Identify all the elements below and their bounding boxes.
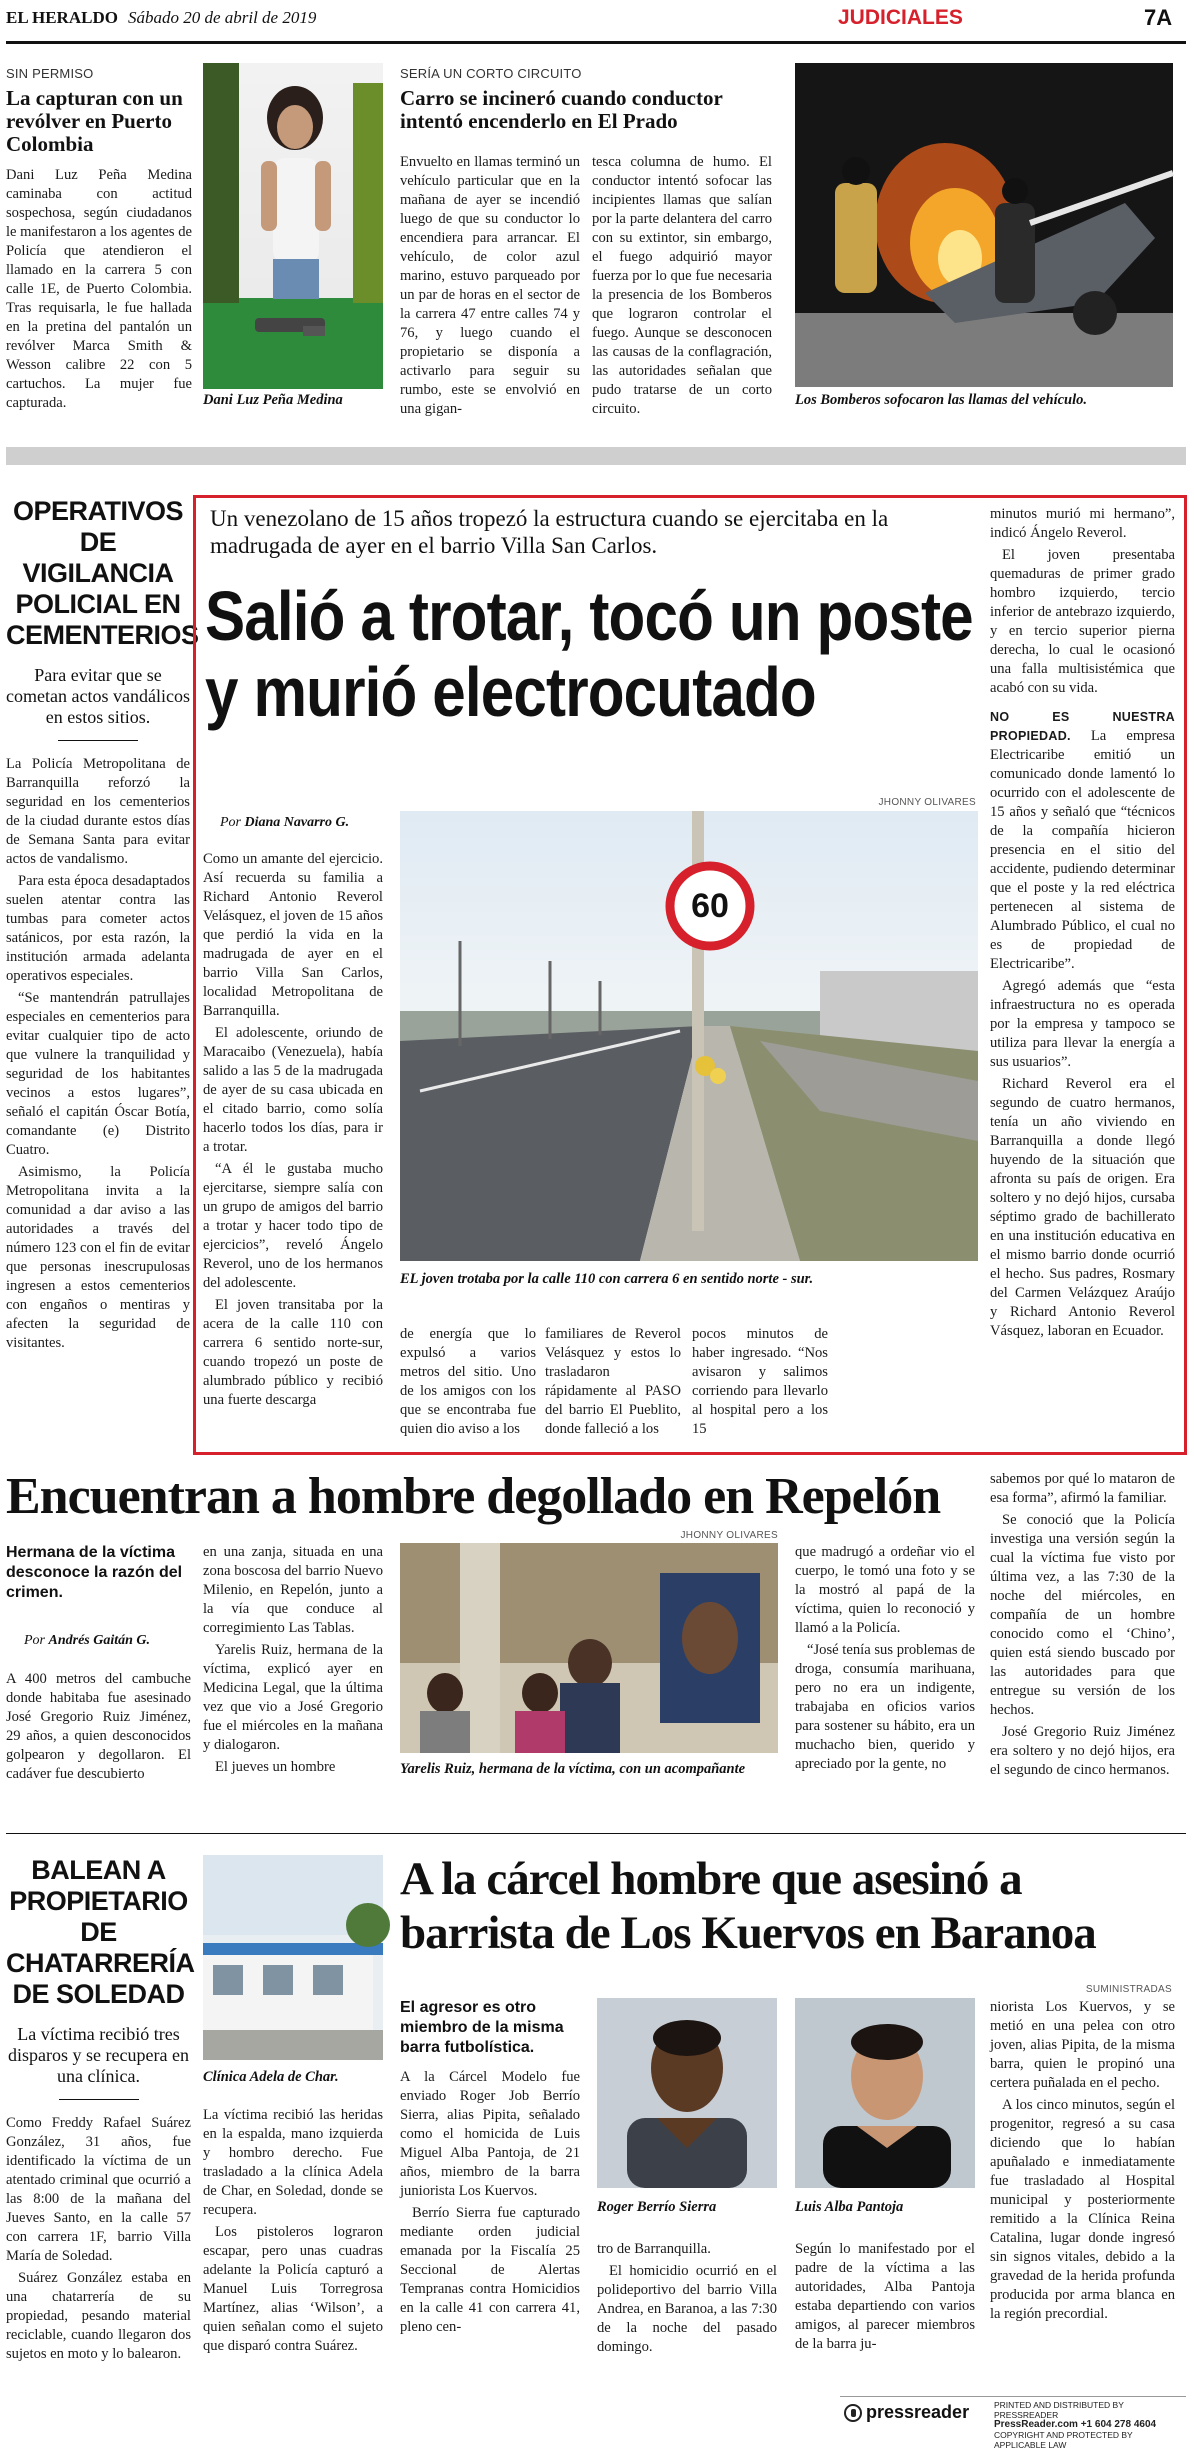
story5-col-4 (990, 1998, 1175, 2327)
paragraph: de energía que lo expulsó a varios metros del sitio. Uno de los amigos con los que se encontraba fue quien dio aviso a los (400, 1326, 536, 1437)
paragraph: “José tenía sus problemas de droga, consumía marihuana, pero no era un indigente, trabajaba en oficios varios para sostener su hábito, era un muchacho bien, querido y apreciado por la gente, no (795, 1642, 975, 1772)
story4-deck: La víctima recibió tres disparos y se recupera en una clínica. (8, 2024, 189, 2086)
paragraph: Los pistoleros lograron escapar, pero unas cuadras adelante la Policía capturó a Manuel Luis Torregrosa Martínez, alias ‘Wilson’, a quien señalan como el sujeto que disparó contra Suárez. (203, 2224, 383, 2354)
photo-clinic (203, 1855, 383, 2060)
story3-col-4 (795, 1543, 975, 1777)
headline-line-1: Salió a trotar, tocó un poste (205, 577, 973, 655)
paragraph: minutos murió mi hermano”, indicó Ángelo Reverol. (990, 506, 1175, 541)
main-col-3 (545, 1325, 681, 1442)
pressreader-footer (840, 2396, 1186, 2450)
paragraph: A 400 metros del cambuche donde habitaba fue asesinado José Gregorio Ruiz Jiménez, 29 años, a quien desconocidos golpearon y degollaron. El cadáver fue descubierto (6, 1671, 191, 1782)
paragraph: “A él le gustaba mucho ejercitarse, siempre salía con un grupo de amigos del barrio a trotar y hacer todo tipo de ejercicios”, reveló Ángelo Reverol, uno de los hermanos del adolescente. (203, 1161, 383, 1291)
main-caption: EL joven trotaba por la calle 110 con carrera 6 en sentido norte - sur. (400, 1271, 814, 1287)
sidebar-rule (58, 740, 138, 741)
byline-author: Diana Navarro G. (244, 815, 350, 830)
story3-headline: Encuentran a hombre degollado en Repelón (6, 1468, 941, 1525)
paragraph-text: La empresa Electricaribe emitió un comunicado donde lamentó lo ocurrido con el adolescente de 15 años y señaló que “técnicos de la compañía hicieron presencia en el sitio del accidente, pudiendo determinar que el poste y la red eléctrica pertenecen al sistema de Alumbrado Público, el cual no es de propiedad de Electricaribe”. (990, 728, 1175, 972)
body-col-1 (400, 153, 580, 422)
story4-col-2 (203, 2106, 383, 2359)
photo-family (400, 1543, 778, 1753)
section-name: JUDICIALES (838, 6, 963, 29)
sidebar-cemeteries (6, 496, 199, 1356)
photo-credit: JHONNY OLIVARES (878, 797, 976, 808)
byline-prefix: Por (220, 815, 241, 830)
paragraph: sabemos por qué lo mataron de esa forma”, afirmó la familiar. (990, 1471, 1175, 1506)
story5-deck: El agresor es otro miembro de la misma barra futbolística. (400, 1999, 564, 2056)
info-line-3: COPYRIGHT AND PROTECTED BY APPLICABLE LAW (994, 2430, 1133, 2450)
paragraph: Envuelto en llamas terminó un vehículo particular que en la mañana de ayer se incendió luego de que su conductor lo encendiera para arrancar. El vehículo, de color azul marino, estuvo parqueado por un par de horas en el sector de la carrera 47 entre calles 74 y 76, y luego cuando el propietario se disponía a activarlo para seguir su rumbo, este se envolvió en una gigan- (400, 154, 580, 417)
paragraph: que madrugó a ordeñar vio el cuerpo, le tomó una foto y se la mostró al papá de la víctima, quien lo reconoció y llamó a la Policía. (795, 1544, 975, 1636)
info-line-2: PressReader.com +1 604 278 4604 (994, 2419, 1157, 2430)
page-number: 7A (1144, 5, 1173, 30)
paragraph: niorista Los Kuervos, y se metió en una pelea con otro joven, alias Pipita, de la misma barra, quien le propinó una certera puñalada en el pecho. (990, 1999, 1175, 2091)
main-deck: Un venezolano de 15 años tropezó la estructura cuando se ejercitaba en la madrugada de ayer en el barrio Villa San Carlos. (210, 506, 889, 558)
photo-woman (203, 63, 383, 389)
paragraph: Yarelis Ruiz, hermana de la víctima, explicó ayer en Medicina Legal, que la última vez que vio a José Gregorio fue el miércoles en la mañana y dialogaron. (203, 1642, 383, 1753)
paragraph: Como Freddy Rafael Suárez González, 31 años, fue identificado la víctima de un atentado criminal que ocurrió a las 8:00 de la mañana del Jueves Santo, en la calle 57 con carrera 1F, barrio Villa María de Soledad. (6, 2115, 191, 2264)
pressreader-logo (844, 2402, 969, 2423)
paragraph: A la Cárcel Modelo fue enviado Roger Job Berrío Sierra, alias Pipita, señalado como el homicida de Luis Miguel Alba Pantoja, de 21 años, miembro de la barra juniorista Los Kuervos. (400, 2069, 580, 2199)
story5-col-1 (400, 2068, 580, 2340)
paragraph: en una zanja, situada en una zona boscosa del barrio Nuevo Milenio, en Repelón, junto a la vía que conduce al corregimiento Las Tablas. (203, 1544, 383, 1636)
divider-band (6, 447, 1186, 465)
story3-caption: Yarelis Ruiz, hermana de la víctima, con un acompañante (400, 1761, 746, 1777)
header-rule (6, 41, 1186, 44)
headline: La capturan con un revólver en Puerto Colombia (6, 86, 183, 156)
photo-firefighters (795, 63, 1173, 387)
story3-col-2 (203, 1543, 383, 1780)
sidebar-deck: Para evitar que se cometan actos vandálicos en estos sitios. (6, 665, 190, 727)
masthead (6, 5, 1186, 38)
photo-luis (795, 1998, 975, 2188)
story3-col-1 (6, 1670, 191, 1787)
main-col-4 (692, 1325, 828, 1442)
photo-credit: JHONNY OLIVARES (680, 1530, 778, 1541)
paragraph: Berrío Sierra fue capturado mediante orden judicial emanada por la Fiscalía 25 Seccional de Alertas Tempranas contra Homicidios en la calle 41 con carrera 41, pleno cen- (400, 2205, 580, 2335)
paragraph: Como un amante del ejercicio. Así recuerda su familia a Richard Antonio Reverol Velásquez, el joven de 15 años que perdió la vida en la madrugada de ayer en el barrio Villa San Carlos, localidad Metropolitana de Barranquilla. (203, 851, 383, 1019)
speed-sign-value: 60 (691, 887, 729, 925)
kicker: SIN PERMISO (6, 66, 94, 81)
paragraph: Agregó además que “esta infraestructura no es operada por la empresa y tampoco se utiliza para llevar la energía a sus usuarios”. (990, 978, 1175, 1070)
headline-line-2: barrista de Los Kuervos en Baranoa (400, 1907, 1096, 1959)
subhead: NO ES NUESTRA PROPIEDAD. (990, 710, 1175, 743)
paragraph: El adolescente, oriundo de Maracaibo (Venezuela), había salido a las 5 de la madrugada de ayer de su casa ubicada en el citado barrio, como solía hacerlo todos los días, para ir a trotar. (203, 1025, 383, 1155)
paragraph-with-subhead (990, 708, 1175, 974)
story-car-fire (400, 66, 772, 133)
paragraph: “Se mantendrán patrullajes especiales en cementerios para evitar cualquier tipo de acto que vulnere la tranquilidad y seguridad de los habitantes vecinos a estos lugares”, señaló el capitán Óscar Botía, comandante (e) Distrito Cuatro. (6, 990, 190, 1158)
paragraph: El homicidio ocurrió en el polideportivo del barrio Villa Andrea, en Baranoa, a las 7:30 de la noche del pasado domingo. (597, 2263, 777, 2355)
story4-headline: BALEAN A PROPIETARIO DE CHATARRERÍA DE SOLEDAD (6, 1855, 195, 2009)
paragraph: pocos minutos de haber ingresado. “Nos avisaron y salimos corriendo para llevarlo al hospital pero a los 15 (692, 1326, 828, 1437)
byline-prefix: Por (24, 1633, 45, 1648)
main-col-1 (203, 850, 383, 1413)
byline-author: Andrés Gaitán G. (48, 1633, 151, 1648)
paragraph: Se conoció que la Policía investiga una versión según la cual la víctima fue visto por última vez, a las 7:30 de la noche del miércoles, en compañía de un hombre conocido como el ‘Chino’, quien está siendo buscado por las autoridades para que entregue su versión de los hechos. (990, 1512, 1175, 1718)
section-rule (6, 1833, 1186, 1834)
caption: Dani Luz Peña Medina (203, 392, 343, 408)
story5-col-3 (795, 2240, 975, 2357)
paragraph: La víctima recibió las heridas en la espalda, mano izquierda y hombro derecho. Fue trasladado a la clínica Adela de Char, en Soledad, donde se recupera. (203, 2107, 383, 2218)
paper-name: EL HERALDO (6, 8, 118, 27)
sidebar-scrapyard (6, 1855, 195, 2367)
paragraph: La Policía Metropolitana de Barranquilla reforzó la seguridad en los cementerios de la ciudad durante estos días de Semana Santa para evitar actos de vandalismo. (6, 756, 190, 867)
body-col-2 (592, 153, 772, 422)
paragraph: El joven transitaba por la acera de la calle 110 con carrera 6 sentido norte-sur, cuando tropezó un poste de alumbrado público y recibió una fuerte descarga (203, 1297, 383, 1408)
pressreader-icon (844, 2404, 862, 2422)
paragraph: Asimismo, la Policía Metropolitana invita a la comunidad a dar aviso a las autoridades a través del número 123 con el fin de evitar que personas inescrupulosas ingresen a estos cementerios con engaños o mentiras y afecten la seguridad de visitantes. (6, 1164, 190, 1351)
headline: Carro se incineró cuando conductor intentó encenderlo en El Prado (400, 86, 723, 133)
sidebar-body (6, 755, 190, 1353)
paragraph: Richard Reverol era el segundo de cuatro hermanos, tenía un año viviendo en Barranquilla a donde llegó huyendo de la situación que afronta su país de origen. Era soltero y no dejó hijos, cursaba séptimo grado de bachillerato en una institución educativa en el mismo barrio donde ocurrió el hecho. Sus padres, Rosmary del Carmen Velázquez Araújo y Richard Antonio Reverol Vásquez, laboran en Ecuador. (990, 1076, 1175, 1339)
paragraph: familiares de Reverol Velásquez y estos lo trasladaron rápidamente al PASO del barrio El Pueblito, donde falleció a los (545, 1326, 681, 1437)
story5-headline (400, 1852, 1190, 1960)
story5-caption-2: Luis Alba Pantoja (795, 2199, 904, 2215)
photo-roger (597, 1998, 777, 2188)
pressreader-brand: pressreader (866, 2402, 970, 2422)
paragraph: Para esta época desadaptados suelen atentar contra las tumbas para cometer actos satánicos, por esta razón, la institución armada adelanta operativos especiales. (6, 873, 190, 984)
story-capture (6, 66, 192, 416)
main-col-2 (400, 1325, 536, 1442)
paragraph: tro de Barranquilla. (597, 2241, 711, 2257)
main-right-col (990, 505, 1175, 1344)
main-byline (220, 815, 349, 831)
issue-date: Sábado 20 de abril de 2019 (127, 8, 317, 27)
caption: Los Bomberos sofocaron las llamas del vehículo. (795, 392, 1088, 408)
story4-col-1 (6, 2114, 191, 2364)
story5-caption-1: Roger Berrío Sierra (597, 2199, 717, 2215)
story3-deck: Hermana de la víctima desconoce la razón del crimen. (6, 1544, 183, 1601)
paragraph: El jueves un hombre (215, 1759, 336, 1775)
paragraph: Suárez González estaba en una chatarrería de su propiedad, pesando material reciclable, cuando llegaron dos sujetos en moto y lo balearon. (6, 2270, 191, 2362)
paragraph: José Gregorio Ruiz Jiménez era soltero y no dejó hijos, era el segundo de cinco hermanos. (990, 1724, 1175, 1778)
pressreader-info (994, 2400, 1186, 2450)
paragraph: Dani Luz Peña Medina caminaba con actitud sospechosa, según ciudadanos le manifestaron a los agentes de Policía que atendieron el llamado en la carrera 5 con calle 1E, de Puerto Colombia. Tras requisarla, le fue hallada en la pretina del pantalón un revólver Marca Smith & Wesson calibre 22 con 5 cartuchos. La mujer fue capturada. (6, 167, 192, 411)
kicker: SERÍA UN CORTO CIRCUITO (400, 66, 582, 81)
story5-col-2 (597, 2240, 777, 2360)
main-headline (205, 577, 973, 731)
headline-line-2: y murió electrocutado (205, 653, 816, 731)
story4-rule (59, 2099, 139, 2100)
paragraph: A los cinco minutos, según el progenitor, regresó a su casa diciendo que lo habían apuñalado e inmediatamente fue trasladado al Hospital municipal y posteriormente remitido a la Clínica Reina Catalina, lugar donde ingresó sin signos vitales, debido a la gravedad de la herida profunda producida por arma blanca en la región precordial. (990, 2097, 1175, 2322)
sidebar-headline: OPERATIVOS DE VIGILANCIA POLICIAL EN CEMENTERIOS (6, 496, 199, 650)
paragraph: tesca columna de humo. El conductor intentó sofocar las incipientes llamas que salían por la parte delantera del carro con su extintor, sin embargo, el fuego adquirió mayor fuerza por lo que fue necesaria la presencia de los Bomberos que lograron controlar el fuego. Aunque se desconocen las causas de la conflagración, las autoridades señalan que pudo tratarse de un corto circuito. (592, 154, 772, 417)
paragraph: Según lo manifestado por el padre de la víctima a las autoridades, Alba Pantoja estaba departiendo con varios amigos, al parecer miembros de la barra ju- (795, 2241, 975, 2352)
photo-street-pole (400, 811, 978, 1261)
story3-col-5 (990, 1470, 1175, 1783)
headline-line-1: A la cárcel hombre que asesinó a (400, 1853, 1022, 1905)
body (6, 166, 192, 413)
photo-credit: SUMINISTRADAS (1085, 1984, 1172, 1995)
story3-byline (24, 1633, 150, 1649)
info-line-1: PRINTED AND DISTRIBUTED BY PRESSREADER (994, 2400, 1124, 2420)
paragraph: El joven presentaba quemaduras de primer grado hombro izquierdo, tercio inferior de antebrazo izquierdo, y en tercio superior pierna derecha, lo cual le ocasionó una falla multisistémica que acabó con su vida. (990, 547, 1175, 696)
story4-caption: Clínica Adela de Char. (203, 2069, 339, 2085)
